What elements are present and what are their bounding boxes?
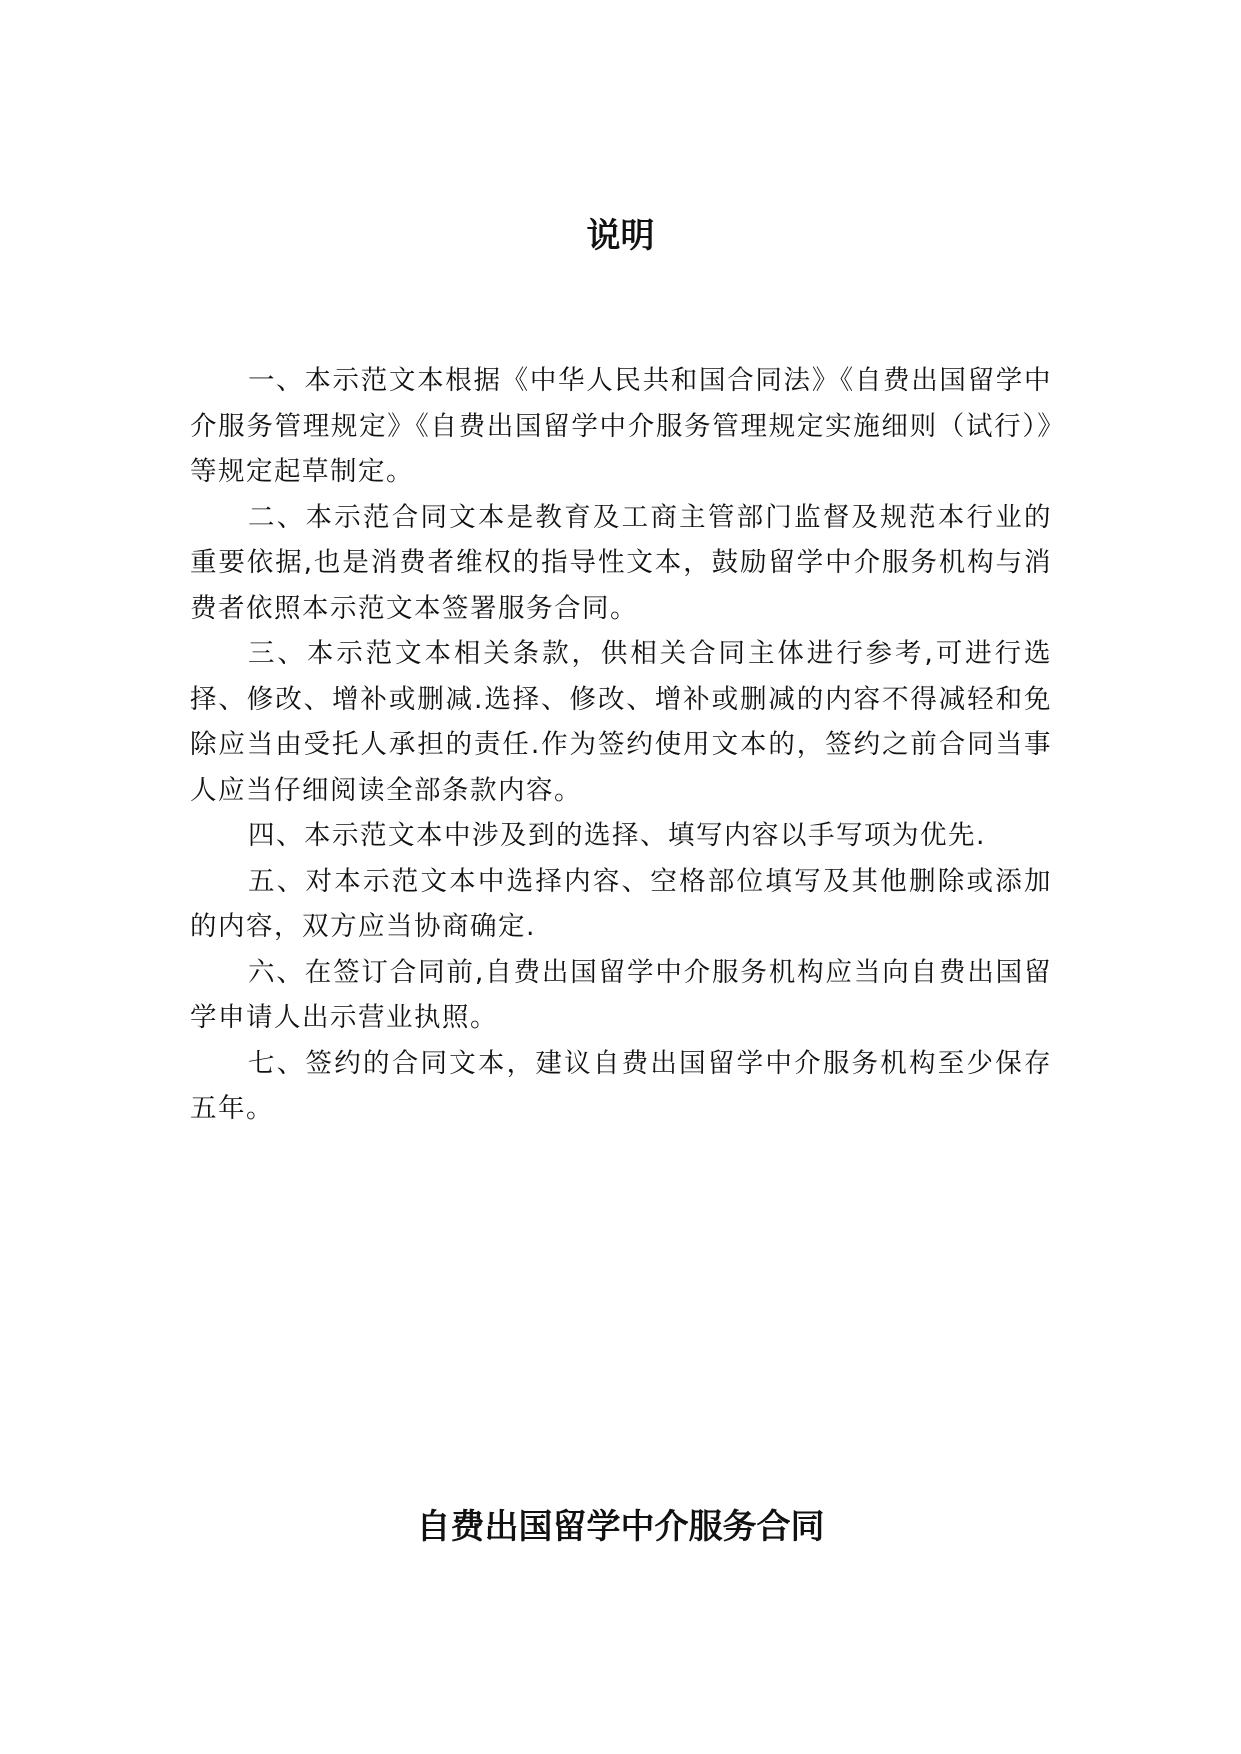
instructions-body — [190, 358, 1052, 1132]
page-title: 说明 — [586, 216, 655, 256]
instruction-paragraph-7: 七、签约的合同文本，建议自费出国留学中介服务机构至少保存五年。 — [190, 1047, 1052, 1124]
instruction-paragraph-4: 四、本示范文本中涉及到的选择、填写内容以手写项为优先. — [248, 820, 986, 851]
instruction-paragraph-2: 二、本示范合同文本是教育及工商主管部门监督及规范本行业的重要依据,也是消费者维权的指导性文本，鼓励留学中介服务机构与消费者依照本示范文本签署服务合同。 — [190, 501, 1052, 624]
contract-title: 自费出国留学中介服务合同 — [416, 1507, 825, 1547]
instruction-paragraph-6: 六、在签订合同前,自费出国留学中介服务机构应当向自费出国留学申请人出示营业执照。 — [190, 956, 1052, 1033]
instruction-paragraph-1: 一、本示范文本根据《中华人民共和国合同法》《自费出国留学中介服务管理规定》《自费出国留学中介服务管理规定实施细则（试行）》等规定起草制定。 — [190, 365, 1052, 487]
instruction-paragraph-5: 五、对本示范文本中选择内容、空格部位填写及其他删除或添加的内容，双方应当协商确定. — [190, 865, 1052, 942]
instruction-paragraph-3: 三、本示范文本相关条款，供相关合同主体进行参考,可进行选择、修改、增补或删减.选择、修改、增补或删减的内容不得减轻和免除应当由受托人承担的责任.作为签约使用文本的，签约之前合同当事人应当仔细阅读全部条款内容。 — [190, 638, 1052, 806]
